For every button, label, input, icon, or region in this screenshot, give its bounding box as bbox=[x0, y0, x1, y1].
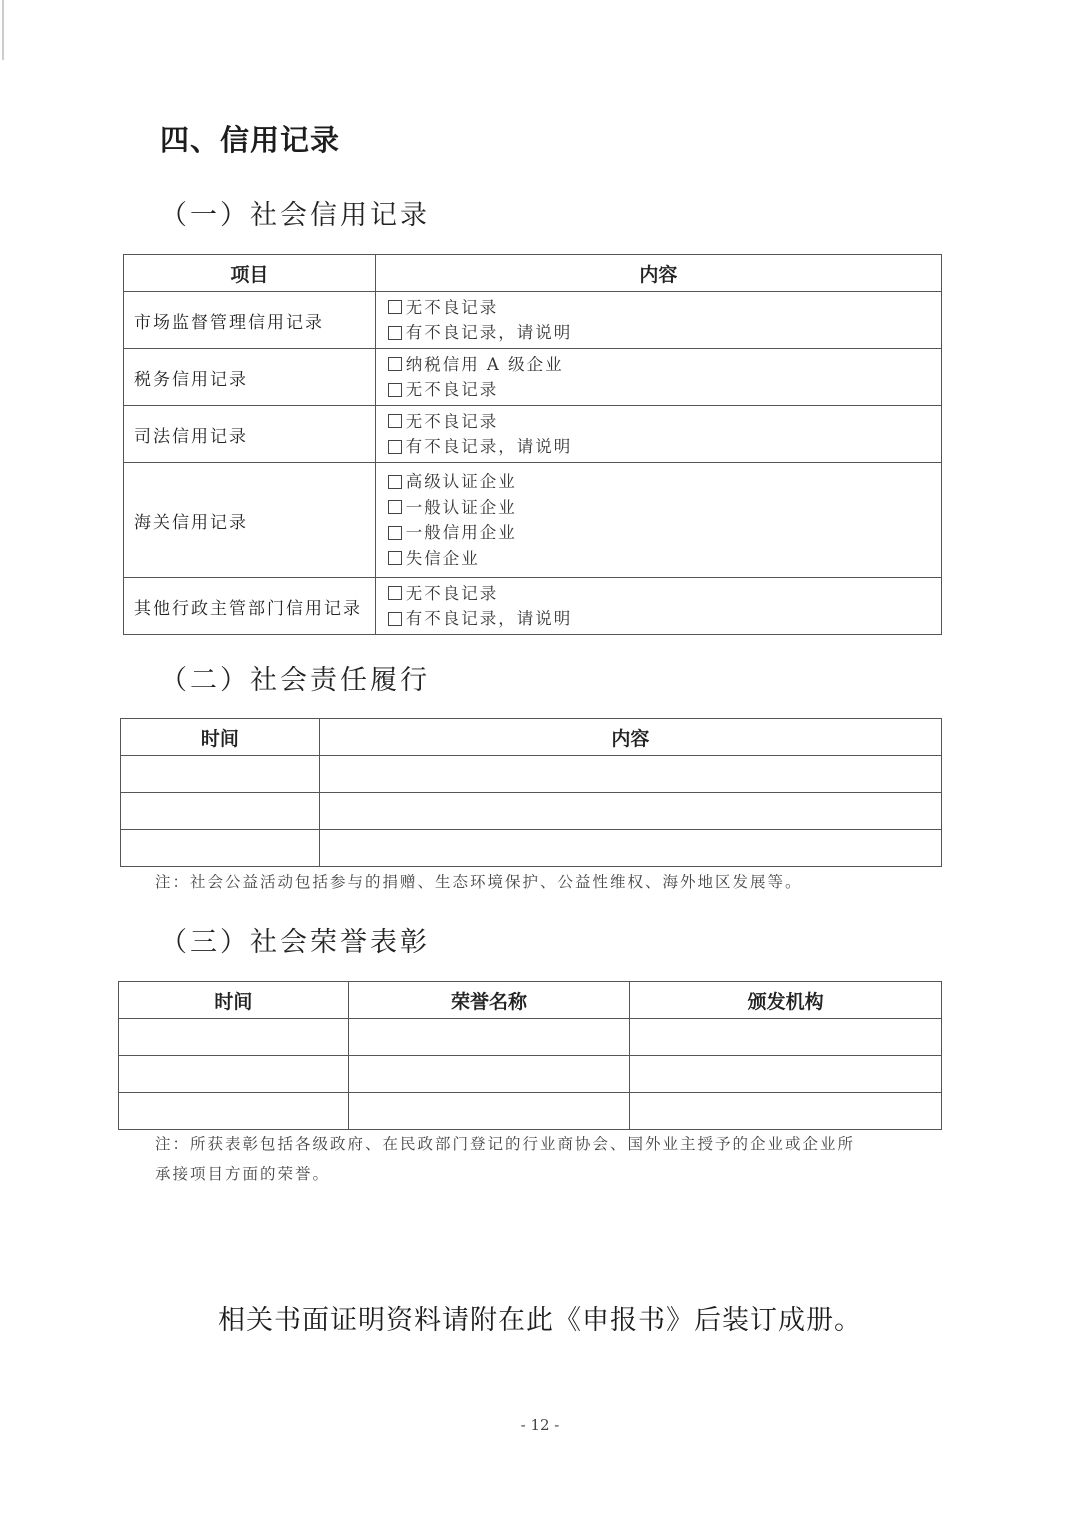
checkbox-icon[interactable] bbox=[388, 586, 402, 600]
header-issuer: 颁发机构 bbox=[630, 982, 942, 1019]
social-responsibility-table bbox=[120, 718, 942, 867]
row-label: 司法信用记录 bbox=[124, 406, 376, 463]
checkbox-icon[interactable] bbox=[388, 475, 402, 489]
checkbox-option[interactable] bbox=[388, 546, 941, 572]
checkbox-option[interactable] bbox=[388, 295, 941, 321]
page-number: - 12 - bbox=[520, 1416, 560, 1434]
time-cell[interactable] bbox=[121, 756, 320, 793]
time-cell[interactable] bbox=[121, 830, 320, 867]
section-title: 四、信用记录 bbox=[160, 123, 341, 157]
content-cell[interactable] bbox=[319, 756, 941, 793]
table-row bbox=[121, 756, 942, 793]
option-label: 失信企业 bbox=[405, 548, 480, 568]
part3-note-line1: 注：所获表彰包括各级政府、在民政部门登记的行业商协会、国外业主授予的企业或企业所 bbox=[155, 1135, 856, 1153]
table-row bbox=[124, 292, 942, 349]
checkbox-option[interactable] bbox=[388, 352, 941, 378]
checkbox-option[interactable] bbox=[388, 377, 941, 403]
checkbox-option[interactable] bbox=[388, 434, 941, 460]
checkbox-option[interactable] bbox=[388, 606, 941, 632]
checkbox-icon[interactable] bbox=[388, 383, 402, 397]
table-row bbox=[124, 463, 942, 578]
part3-title: （三）社会荣誉表彰 bbox=[160, 927, 430, 958]
checkbox-option[interactable] bbox=[388, 581, 941, 607]
table-row bbox=[119, 1056, 942, 1093]
content-cell[interactable] bbox=[319, 793, 941, 830]
option-label: 有不良记录，请说明 bbox=[405, 609, 573, 628]
issuer-cell[interactable] bbox=[630, 1056, 942, 1093]
checkbox-option[interactable] bbox=[388, 469, 941, 495]
part3-note-line2: 承接项目方面的荣誉。 bbox=[155, 1165, 331, 1183]
row-label: 市场监督管理信用记录 bbox=[124, 292, 376, 349]
table-row bbox=[124, 349, 942, 406]
checkbox-icon[interactable] bbox=[388, 500, 402, 514]
option-label: 一般信用企业 bbox=[405, 523, 517, 542]
honor-name-cell[interactable] bbox=[348, 1093, 630, 1130]
part2-note: 注：社会公益活动包括参与的捐赠、生态环境保护、公益性维权、海外地区发展等。 bbox=[155, 873, 803, 891]
content-cell[interactable] bbox=[319, 830, 941, 867]
time-cell[interactable] bbox=[119, 1019, 349, 1056]
issuer-cell[interactable] bbox=[630, 1093, 942, 1130]
option-label: 无不良记录 bbox=[405, 297, 499, 317]
time-cell[interactable] bbox=[121, 793, 320, 830]
option-label: 高级认证企业 bbox=[405, 472, 517, 491]
checkbox-icon[interactable] bbox=[388, 414, 402, 428]
table-row bbox=[119, 1093, 942, 1130]
option-label: 无不良记录 bbox=[405, 583, 499, 603]
option-label: 纳税信用 A 级企业 bbox=[405, 354, 564, 374]
table-row bbox=[124, 578, 942, 635]
table-header-row bbox=[121, 719, 942, 756]
credit-record-table bbox=[123, 254, 942, 635]
row-label: 海关信用记录 bbox=[124, 463, 376, 578]
option-label: 一般认证企业 bbox=[405, 497, 517, 517]
table-row bbox=[124, 406, 942, 463]
checkbox-icon[interactable] bbox=[388, 440, 402, 454]
issuer-cell[interactable] bbox=[630, 1019, 942, 1056]
honor-name-cell[interactable] bbox=[348, 1056, 630, 1093]
checkbox-option[interactable] bbox=[388, 520, 941, 546]
checkbox-icon[interactable] bbox=[388, 612, 402, 626]
checkbox-option[interactable] bbox=[388, 320, 941, 346]
footer-instruction: 相关书面证明资料请附在此《申报书》后装订成册。 bbox=[218, 1305, 862, 1336]
option-label: 无不良记录 bbox=[405, 411, 499, 431]
checkbox-icon[interactable] bbox=[388, 526, 402, 540]
checkbox-option[interactable] bbox=[388, 409, 941, 435]
checkbox-icon[interactable] bbox=[388, 326, 402, 340]
option-label: 有不良记录，请说明 bbox=[405, 437, 573, 456]
checkbox-icon[interactable] bbox=[388, 551, 402, 565]
scan-edge bbox=[2, 0, 4, 60]
checkbox-option[interactable] bbox=[388, 495, 941, 521]
table-header-row bbox=[124, 255, 942, 292]
option-label: 有不良记录，请说明 bbox=[405, 323, 573, 342]
row-label: 其他行政主管部门信用记录 bbox=[124, 578, 376, 635]
row-label: 税务信用记录 bbox=[124, 349, 376, 406]
header-time: 时间 bbox=[119, 982, 349, 1019]
header-item: 项目 bbox=[124, 255, 376, 292]
time-cell[interactable] bbox=[119, 1093, 349, 1130]
part1-title: （一）社会信用记录 bbox=[160, 200, 430, 231]
table-row bbox=[121, 830, 942, 867]
honors-table bbox=[118, 981, 942, 1130]
table-header-row bbox=[119, 982, 942, 1019]
option-label: 无不良记录 bbox=[405, 380, 499, 399]
part2-title: （二）社会责任履行 bbox=[160, 665, 430, 696]
checkbox-icon[interactable] bbox=[388, 357, 402, 371]
header-content: 内容 bbox=[375, 255, 941, 292]
time-cell[interactable] bbox=[119, 1056, 349, 1093]
honor-name-cell[interactable] bbox=[348, 1019, 630, 1056]
table-row bbox=[119, 1019, 942, 1056]
checkbox-icon[interactable] bbox=[388, 300, 402, 314]
header-time: 时间 bbox=[121, 719, 320, 756]
table-row bbox=[121, 793, 942, 830]
header-content: 内容 bbox=[319, 719, 941, 756]
header-honor-name: 荣誉名称 bbox=[348, 982, 630, 1019]
